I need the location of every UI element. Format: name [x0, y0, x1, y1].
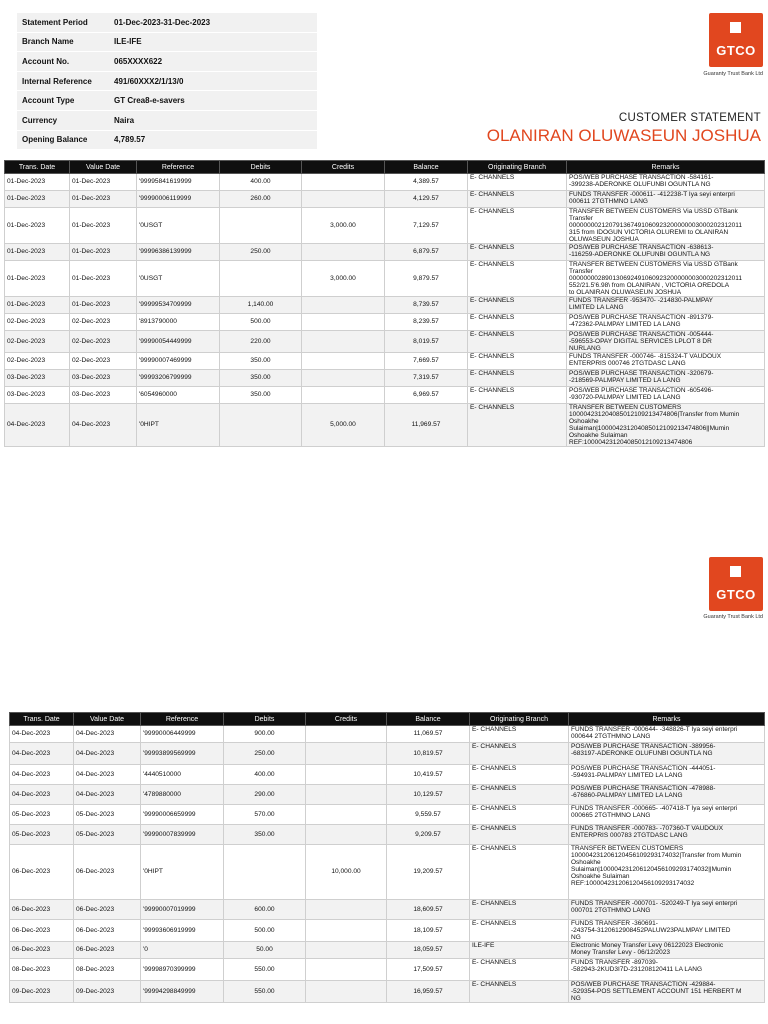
- trans-date-cell: 04-Dec-2023: [10, 765, 74, 785]
- balance-cell: 10,419.57: [387, 765, 470, 785]
- remarks-cell: FUNDS TRANSFER -000665- -407418-T Iya seyi enterpri 000665 2TGTHMNO LANG: [569, 805, 765, 825]
- remarks-cell: FUNDS TRANSFER -000644- -348826-T Iya seyi enterpri 000644 2TGTHMNO LANG: [569, 726, 765, 743]
- reference-cell: '6054960000: [137, 387, 220, 404]
- value-date-cell: 03-Dec-2023: [70, 387, 137, 404]
- reference-cell: '8913790000: [137, 314, 220, 331]
- branch-cell: E- CHANNELS: [470, 765, 569, 785]
- customer-name: OLANIRAN OLUWASEUN JOSHUA: [486, 126, 761, 145]
- reference-cell: '99990007019999: [141, 900, 224, 920]
- account-info-label: Statement Period: [17, 13, 109, 32]
- remarks-cell: POS/WEB PURCHASE TRANSACTION -444051- -594931-PALMPAY LIMITED LA LANG: [569, 765, 765, 785]
- reference-cell: '99998970399999: [141, 959, 224, 981]
- account-info-row: [17, 110, 317, 130]
- credits-cell: [302, 191, 385, 208]
- account-info-value: 4,789.57: [109, 130, 317, 150]
- trans-date-cell: 06-Dec-2023: [10, 942, 74, 959]
- table-row: [10, 743, 765, 765]
- bank-tagline: Guaranty Trust Bank Ltd: [703, 71, 763, 77]
- debits-cell: 500.00: [224, 920, 306, 942]
- balance-cell: 9,879.57: [385, 261, 468, 297]
- remarks-cell: TRANSFER BETWEEN CUSTOMERS 100004231206120456109293174032|Transfer from Mumin Oshoakhe Sulaiman|100004231206120456109293174032||Mumin Oshoakhe Sulaiman REF:100004231206120456109293174032: [569, 845, 765, 900]
- table-row: [5, 261, 765, 297]
- balance-cell: 8,739.57: [385, 297, 468, 314]
- remarks-cell: TRANSFER BETWEEN CUSTOMERS Via USSD GTBank Transfer 000000002890130692491060923200000003000202312011 552/21.5'6.98\ from OLANIRAN , VICTORIA OREDOLA to OLANIRAN OLUWASEUN JOSHUA: [567, 261, 765, 297]
- trans-date-cell: 08-Dec-2023: [10, 959, 74, 981]
- debits-cell: 600.00: [224, 900, 306, 920]
- table-row: [10, 765, 765, 785]
- reference-cell: '99995841619999: [137, 174, 220, 191]
- credits-cell: [302, 370, 385, 387]
- remarks-cell: POS/WEB PURCHASE TRANSACTION -005444- -596553-OPAY DIGITAL SERVICES LPLOT 8 DR NURLANG: [567, 331, 765, 353]
- debits-cell: 250.00: [220, 244, 302, 261]
- balance-cell: 17,509.57: [387, 959, 470, 981]
- account-info-label: Branch Name: [17, 32, 109, 52]
- balance-cell: 10,819.57: [387, 743, 470, 765]
- account-info-value: GT Crea8-e-savers: [109, 91, 317, 111]
- trans-date-cell: 06-Dec-2023: [10, 900, 74, 920]
- account-info-row: [17, 91, 317, 111]
- trans-date-cell: 06-Dec-2023: [10, 845, 74, 900]
- remarks-cell: FUNDS TRANSFER -897039- -582943-2KUD3I7D-231208120411 LA LANG: [569, 959, 765, 981]
- balance-cell: 8,239.57: [385, 314, 468, 331]
- trans-date-cell: 02-Dec-2023: [5, 314, 70, 331]
- branch-cell: E- CHANNELS: [470, 825, 569, 845]
- trans-date-cell: 04-Dec-2023: [5, 404, 70, 447]
- table-row: [10, 981, 765, 1003]
- account-info-value: ILE-IFE: [109, 32, 317, 52]
- branch-cell: E- CHANNELS: [470, 726, 569, 743]
- value-date-cell: 05-Dec-2023: [74, 825, 141, 845]
- branch-cell: E- CHANNELS: [468, 261, 567, 297]
- balance-cell: 6,879.57: [385, 244, 468, 261]
- reference-cell: '0USGT: [137, 261, 220, 297]
- branch-cell: E- CHANNELS: [470, 959, 569, 981]
- table-row: [10, 942, 765, 959]
- credits-cell: [302, 387, 385, 404]
- branch-cell: E- CHANNELS: [468, 314, 567, 331]
- trans-date-cell: 09-Dec-2023: [10, 981, 74, 1003]
- trans-date-cell: 01-Dec-2023: [5, 261, 70, 297]
- account-info-label: Account No.: [17, 52, 109, 72]
- logo-text: GTCO: [716, 587, 756, 602]
- reference-cell: '99990054449999: [137, 331, 220, 353]
- branch-cell: E- CHANNELS: [468, 404, 567, 447]
- account-info-row: [17, 130, 317, 150]
- balance-cell: 16,959.57: [387, 981, 470, 1003]
- remarks-cell: POS/WEB PURCHASE TRANSACTION -320679- -218569-PALMPAY LIMITED LA LANG: [567, 370, 765, 387]
- reference-cell: '99996386139999: [137, 244, 220, 261]
- branch-cell: E- CHANNELS: [468, 297, 567, 314]
- debits-cell: 550.00: [224, 981, 306, 1003]
- credits-cell: [306, 785, 387, 805]
- debits-cell: 350.00: [220, 370, 302, 387]
- credits-cell: [306, 959, 387, 981]
- column-header: Trans. Date: [10, 713, 74, 726]
- value-date-cell: 04-Dec-2023: [74, 743, 141, 765]
- branch-cell: E- CHANNELS: [470, 805, 569, 825]
- column-header: Debits: [220, 161, 302, 174]
- credits-cell: [306, 920, 387, 942]
- credits-cell: [302, 297, 385, 314]
- credits-cell: 3,000.00: [302, 261, 385, 297]
- remarks-cell: FUNDS TRANSFER -000701- -520249-T Iya seyi enterpri 000701 2TGTHMNO LANG: [569, 900, 765, 920]
- column-header: Debits: [224, 713, 306, 726]
- account-info-label: Internal Reference: [17, 71, 109, 91]
- balance-cell: 6,969.57: [385, 387, 468, 404]
- value-date-cell: 01-Dec-2023: [70, 191, 137, 208]
- balance-cell: 4,389.57: [385, 174, 468, 191]
- credits-cell: [306, 900, 387, 920]
- column-header: Credits: [302, 161, 385, 174]
- debits-cell: 250.00: [224, 743, 306, 765]
- trans-date-cell: 04-Dec-2023: [10, 785, 74, 805]
- value-date-cell: 04-Dec-2023: [74, 765, 141, 785]
- branch-cell: E- CHANNELS: [470, 920, 569, 942]
- balance-cell: 7,129.57: [385, 208, 468, 244]
- balance-cell: 18,609.57: [387, 900, 470, 920]
- column-header: Remarks: [569, 713, 765, 726]
- trans-date-cell: 01-Dec-2023: [5, 297, 70, 314]
- table-row: [5, 353, 765, 370]
- logo-square-icon: [730, 22, 741, 33]
- table-row: [5, 174, 765, 191]
- credits-cell: [306, 942, 387, 959]
- reference-cell: '99990006659999: [141, 805, 224, 825]
- trans-date-cell: 03-Dec-2023: [5, 387, 70, 404]
- value-date-cell: 05-Dec-2023: [74, 805, 141, 825]
- debits-cell: 220.00: [220, 331, 302, 353]
- gtco-logo-page-2: [709, 557, 763, 611]
- branch-cell: E- CHANNELS: [468, 191, 567, 208]
- reference-cell: '4440510000: [141, 765, 224, 785]
- table-row: [10, 785, 765, 805]
- value-date-cell: 02-Dec-2023: [70, 353, 137, 370]
- table-row: [10, 959, 765, 981]
- column-header: Trans. Date: [5, 161, 70, 174]
- column-header: Balance: [387, 713, 470, 726]
- logo-text: GTCO: [716, 43, 756, 58]
- branch-cell: E- CHANNELS: [468, 387, 567, 404]
- branch-cell: E- CHANNELS: [468, 174, 567, 191]
- column-header: Credits: [306, 713, 387, 726]
- value-date-cell: 08-Dec-2023: [74, 959, 141, 981]
- credits-cell: [302, 331, 385, 353]
- debits-cell: 500.00: [220, 314, 302, 331]
- branch-cell: E- CHANNELS: [470, 900, 569, 920]
- reference-cell: '0USGT: [137, 208, 220, 244]
- table-row: [10, 900, 765, 920]
- remarks-cell: TRANSFER BETWEEN CUSTOMERS 100004231204085012109213474806|Transfer from Mumin Oshoakhe Sulaiman|100004231204085012109213474806||Mumin Oshoakhe Sulaiman REF:100004231204085012109213474806: [567, 404, 765, 447]
- branch-cell: E- CHANNELS: [468, 208, 567, 244]
- table-row: [5, 208, 765, 244]
- trans-date-cell: 03-Dec-2023: [5, 370, 70, 387]
- value-date-cell: 03-Dec-2023: [70, 370, 137, 387]
- trans-date-cell: 04-Dec-2023: [10, 726, 74, 743]
- table-header-row: [5, 161, 765, 174]
- remarks-cell: FUNDS TRANSFER -000746- -815324-T VAUDOUX ENTERPRIS 000746 2TGTDASC LANG: [567, 353, 765, 370]
- remarks-cell: POS/WEB PURCHASE TRANSACTION -638613- -116259-ADERONKE OLUFUNBI OGUNTLA NG: [567, 244, 765, 261]
- column-header: Remarks: [567, 161, 765, 174]
- account-info-label: Currency: [17, 110, 109, 130]
- reference-cell: '0HIPT: [137, 404, 220, 447]
- reference-cell: '99990006119999: [137, 191, 220, 208]
- table-row: [10, 845, 765, 900]
- balance-cell: 11,069.57: [387, 726, 470, 743]
- statement-title: CUSTOMER STATEMENT: [618, 112, 761, 124]
- table-row: [10, 726, 765, 743]
- branch-cell: E- CHANNELS: [470, 785, 569, 805]
- remarks-cell: Electronic Money Transfer Levy 06122023 Electronic Money Transfer Levy - 06/12/2023: [569, 942, 765, 959]
- account-info-label: Opening Balance: [17, 130, 109, 150]
- credits-cell: [302, 314, 385, 331]
- reference-cell: '99990007469999: [137, 353, 220, 370]
- debits-cell: 900.00: [224, 726, 306, 743]
- trans-date-cell: 06-Dec-2023: [10, 920, 74, 942]
- transactions-table-page-1: [4, 160, 765, 447]
- bank-tagline-page-2: Guaranty Trust Bank Ltd: [703, 614, 763, 620]
- debits-cell: [220, 208, 302, 244]
- branch-cell: E- CHANNELS: [470, 845, 569, 900]
- branch-cell: E- CHANNELS: [470, 981, 569, 1003]
- reference-cell: '99993206799999: [137, 370, 220, 387]
- reference-cell: '0HIPT: [141, 845, 224, 900]
- table-row: [5, 370, 765, 387]
- remarks-cell: FUNDS TRANSFER -000611- -412238-T Iya seyi enterpri 000611 2TGTHMNO LANG: [567, 191, 765, 208]
- credits-cell: 5,000.00: [302, 404, 385, 447]
- debits-cell: 260.00: [220, 191, 302, 208]
- branch-cell: E- CHANNELS: [468, 244, 567, 261]
- trans-date-cell: 02-Dec-2023: [5, 331, 70, 353]
- account-info-row: [17, 32, 317, 52]
- table-row: [5, 387, 765, 404]
- trans-date-cell: 02-Dec-2023: [5, 353, 70, 370]
- balance-cell: 9,559.57: [387, 805, 470, 825]
- trans-date-cell: 01-Dec-2023: [5, 174, 70, 191]
- balance-cell: 18,109.57: [387, 920, 470, 942]
- debits-cell: 350.00: [220, 387, 302, 404]
- remarks-cell: POS/WEB PURCHASE TRANSACTION -891379- -472362-PALMPAY LIMITED LA LANG: [567, 314, 765, 331]
- credits-cell: [306, 805, 387, 825]
- remarks-cell: POS/WEB PURCHASE TRANSACTION -429884- -529354-POS SETTLEMENT ACCOUNT 151 HERBERT M NG: [569, 981, 765, 1003]
- credits-cell: [306, 743, 387, 765]
- credits-cell: [306, 765, 387, 785]
- table-row: [5, 297, 765, 314]
- value-date-cell: 02-Dec-2023: [70, 331, 137, 353]
- value-date-cell: 01-Dec-2023: [70, 244, 137, 261]
- value-date-cell: 09-Dec-2023: [74, 981, 141, 1003]
- table-row: [10, 920, 765, 942]
- value-date-cell: 01-Dec-2023: [70, 208, 137, 244]
- balance-cell: 19,209.57: [387, 845, 470, 900]
- debits-cell: 350.00: [220, 353, 302, 370]
- column-header: Reference: [141, 713, 224, 726]
- table-row: [5, 244, 765, 261]
- reference-cell: '99999534709999: [137, 297, 220, 314]
- table-row: [5, 314, 765, 331]
- trans-date-cell: 04-Dec-2023: [10, 743, 74, 765]
- value-date-cell: 04-Dec-2023: [74, 726, 141, 743]
- balance-cell: 11,969.57: [385, 404, 468, 447]
- remarks-cell: FUNDS TRANSFER -360691- -243754-3120612908452PALUW23PALMPAY LIMITED NG: [569, 920, 765, 942]
- debits-cell: 570.00: [224, 805, 306, 825]
- credits-cell: [306, 726, 387, 743]
- remarks-cell: POS/WEB PURCHASE TRANSACTION -584161- -399238-ADERONKE OLUFUNBI OGUNTLA NG: [567, 174, 765, 191]
- column-header: Reference: [137, 161, 220, 174]
- column-header: Balance: [385, 161, 468, 174]
- table-row: [5, 331, 765, 353]
- table-row: [5, 404, 765, 447]
- balance-cell: 7,669.57: [385, 353, 468, 370]
- reference-cell: '0: [141, 942, 224, 959]
- branch-cell: E- CHANNELS: [468, 370, 567, 387]
- account-info-row: [17, 13, 317, 32]
- gtco-logo: [709, 13, 763, 67]
- table-row: [5, 191, 765, 208]
- branch-cell: ILE-IFE: [470, 942, 569, 959]
- transactions-table-page-2: [9, 712, 765, 1003]
- table-row: [10, 805, 765, 825]
- credits-cell: [302, 244, 385, 261]
- value-date-cell: 02-Dec-2023: [70, 314, 137, 331]
- account-info-value: Naira: [109, 110, 317, 130]
- value-date-cell: 04-Dec-2023: [74, 785, 141, 805]
- account-info-value: 491/60XXX2/1/13/0: [109, 71, 317, 91]
- value-date-cell: 06-Dec-2023: [74, 900, 141, 920]
- reference-cell: '99990006449999: [141, 726, 224, 743]
- reference-cell: '99990007839999: [141, 825, 224, 845]
- credits-cell: [302, 174, 385, 191]
- reference-cell: '4789880000: [141, 785, 224, 805]
- reference-cell: '99993606919999: [141, 920, 224, 942]
- reference-cell: '99993899569999: [141, 743, 224, 765]
- debits-cell: [220, 261, 302, 297]
- remarks-cell: TRANSFER BETWEEN CUSTOMERS Via USSD GTBank Transfer 000000002120791367491060923200000003000202312011 315 from IDOGUN VICTORIA OLUREMI to OLANIRAN OLUWASEUN JOSHUA: [567, 208, 765, 244]
- column-header: Value Date: [70, 161, 137, 174]
- account-info-row: [17, 52, 317, 72]
- remarks-cell: POS/WEB PURCHASE TRANSACTION -478988- -676860-PALMPAY LIMITED LA LANG: [569, 785, 765, 805]
- value-date-cell: 06-Dec-2023: [74, 845, 141, 900]
- account-info-value: 01-Dec-2023-31-Dec-2023: [109, 13, 317, 32]
- balance-cell: 4,129.57: [385, 191, 468, 208]
- debits-cell: 350.00: [224, 825, 306, 845]
- debits-cell: 400.00: [224, 765, 306, 785]
- value-date-cell: 04-Dec-2023: [70, 404, 137, 447]
- credits-cell: 3,000.00: [302, 208, 385, 244]
- account-info-label: Account Type: [17, 91, 109, 111]
- remarks-cell: FUNDS TRANSFER -953470- -214830-PALMPAY LIMITED LA LANG: [567, 297, 765, 314]
- trans-date-cell: 01-Dec-2023: [5, 191, 70, 208]
- value-date-cell: 01-Dec-2023: [70, 174, 137, 191]
- remarks-cell: POS/WEB PURCHASE TRANSACTION -605496- -930720-PALMPAY LIMITED LA LANG: [567, 387, 765, 404]
- debits-cell: 550.00: [224, 959, 306, 981]
- column-header: Value Date: [74, 713, 141, 726]
- value-date-cell: 06-Dec-2023: [74, 942, 141, 959]
- debits-cell: 1,140.00: [220, 297, 302, 314]
- table-row: [10, 825, 765, 845]
- account-info-table: [17, 13, 317, 150]
- account-info-value: 065XXXX622: [109, 52, 317, 72]
- debits-cell: [220, 404, 302, 447]
- column-header: Originating Branch: [468, 161, 567, 174]
- balance-cell: 10,129.57: [387, 785, 470, 805]
- credits-cell: [306, 825, 387, 845]
- account-info-row: [17, 71, 317, 91]
- trans-date-cell: 05-Dec-2023: [10, 825, 74, 845]
- balance-cell: 18,059.57: [387, 942, 470, 959]
- branch-cell: E- CHANNELS: [468, 331, 567, 353]
- balance-cell: 9,209.57: [387, 825, 470, 845]
- debits-cell: [224, 845, 306, 900]
- remarks-cell: POS/WEB PURCHASE TRANSACTION -389956- -683197-ADERONKE OLUFUNBI OGUNTLA NG: [569, 743, 765, 765]
- credits-cell: [302, 353, 385, 370]
- trans-date-cell: 01-Dec-2023: [5, 208, 70, 244]
- trans-date-cell: 01-Dec-2023: [5, 244, 70, 261]
- column-header: Originating Branch: [470, 713, 569, 726]
- branch-cell: E- CHANNELS: [468, 353, 567, 370]
- balance-cell: 7,319.57: [385, 370, 468, 387]
- trans-date-cell: 05-Dec-2023: [10, 805, 74, 825]
- value-date-cell: 06-Dec-2023: [74, 920, 141, 942]
- debits-cell: 400.00: [220, 174, 302, 191]
- reference-cell: '99994298849999: [141, 981, 224, 1003]
- table-header-row: [10, 713, 765, 726]
- credits-cell: [306, 981, 387, 1003]
- debits-cell: 290.00: [224, 785, 306, 805]
- branch-cell: E- CHANNELS: [470, 743, 569, 765]
- remarks-cell: FUNDS TRANSFER -000783- -707360-T VAUDOUX ENTERPRIS 000783 2TGTDASC LANG: [569, 825, 765, 845]
- logo-square-icon: [730, 566, 741, 577]
- value-date-cell: 01-Dec-2023: [70, 261, 137, 297]
- balance-cell: 8,019.57: [385, 331, 468, 353]
- credits-cell: 10,000.00: [306, 845, 387, 900]
- value-date-cell: 01-Dec-2023: [70, 297, 137, 314]
- debits-cell: 50.00: [224, 942, 306, 959]
